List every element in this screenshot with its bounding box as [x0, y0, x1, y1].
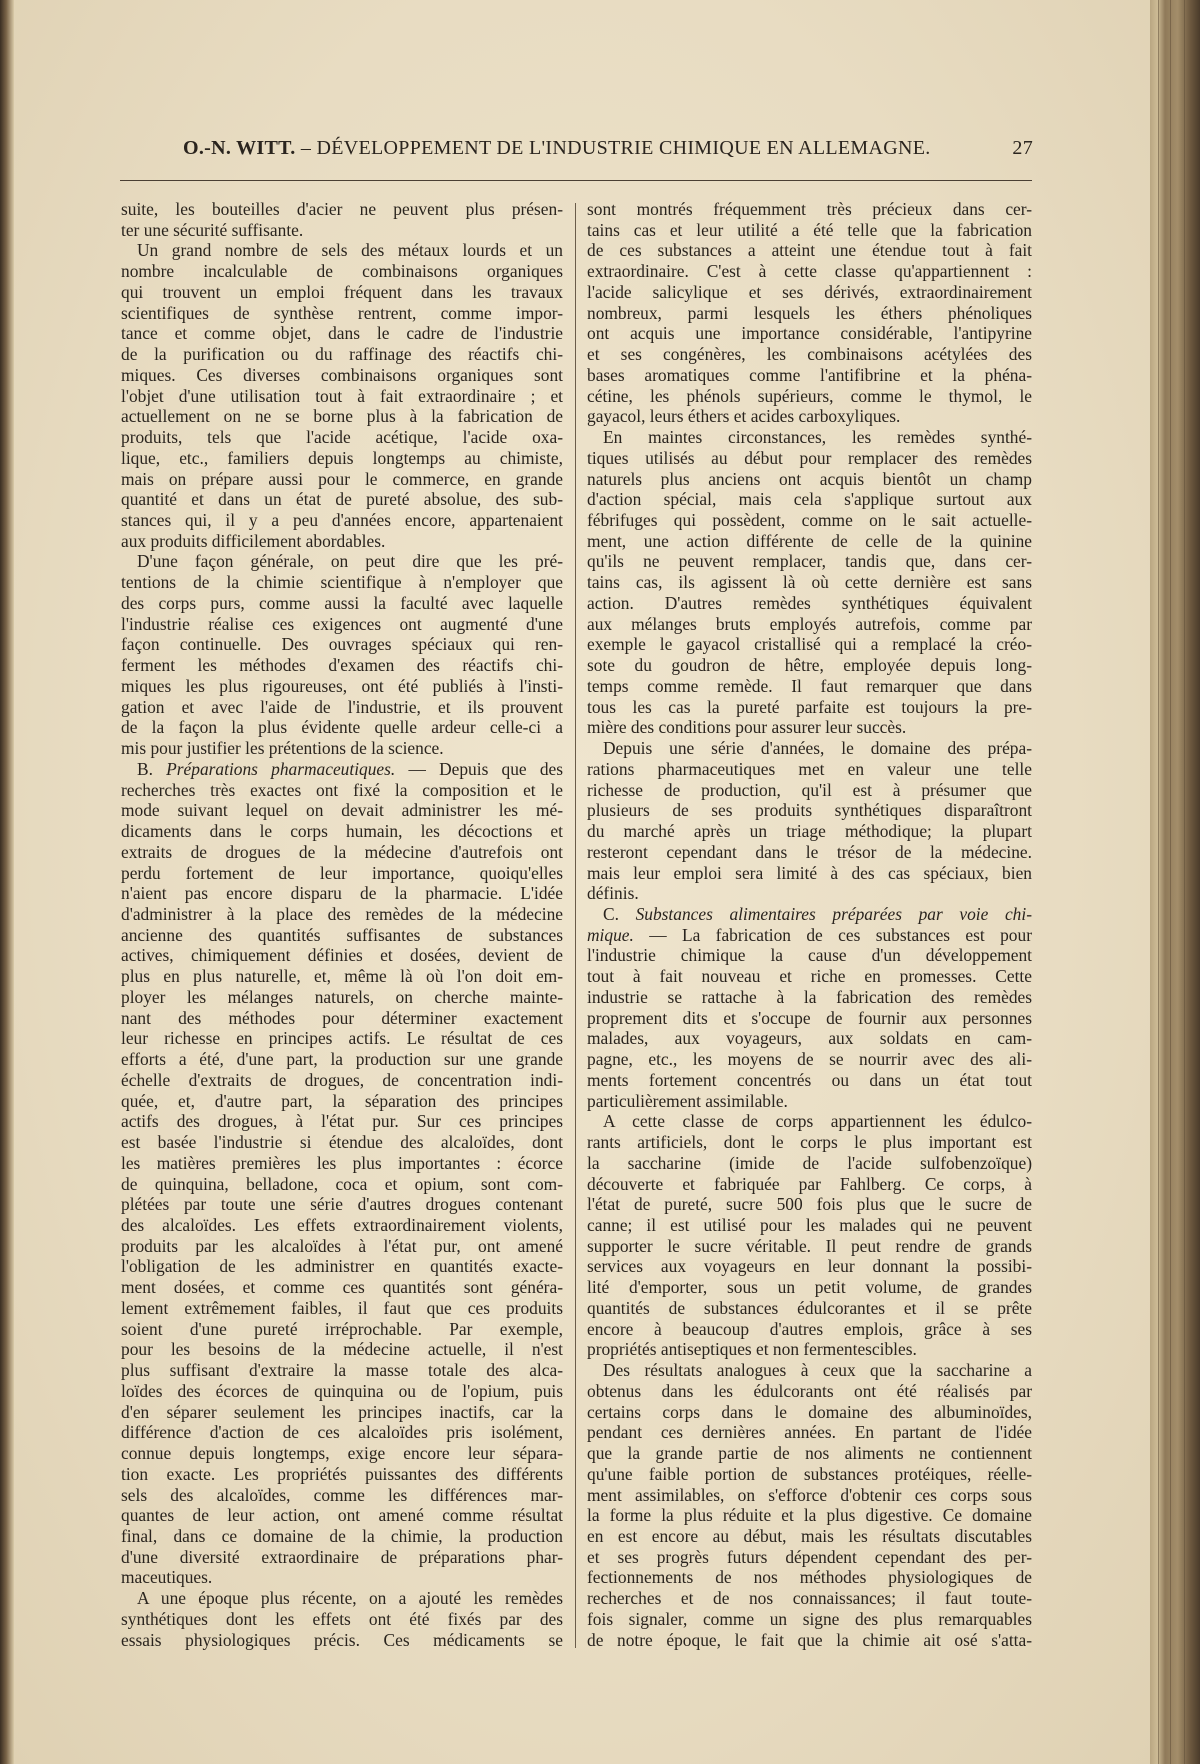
text-line: tiques utilisés au début pour remplacer des remèdes	[587, 447, 1032, 468]
text-line: façon continuelle. Des ouvrages spéciaux qui ren-	[121, 634, 563, 655]
text-line: des alcaloïdes. Les effets extraordinairement violents,	[121, 1214, 563, 1235]
text-line: soient d'une pureté irréprochable. Par exemple,	[121, 1318, 563, 1339]
text-line: miques les plus rigoureuses, ont été publiés à l'insti-	[121, 675, 563, 696]
text-line: action. D'autres remèdes synthétiques équivalent	[587, 592, 1032, 613]
text-line: plétées par toute une série d'autres drogues contenant	[121, 1194, 563, 1215]
text-line: dicaments dans le corps humain, les décoctions et	[121, 821, 563, 842]
page-stack-edge	[1150, 0, 1200, 1764]
text-line: nombre incalculable de combinaisons organiques	[121, 261, 563, 282]
text-line: gation et avec l'aide de l'industrie, et ils prouvent	[121, 696, 563, 717]
text-line: l'industrie réalise ces exigences ont augmenté d'une	[121, 613, 563, 634]
text-line: connue depuis longtemps, exige encore leur sépara-	[121, 1443, 563, 1464]
text-segment: — La fabrication de ces substances est pour	[633, 924, 1032, 945]
text-line: définis.	[587, 883, 639, 904]
text-line: tains cas, ils agissent là où cette dernière est sans	[587, 572, 1032, 593]
text-line: actuellement on ne se borne plus à la fabrication de	[121, 406, 563, 427]
text-line: plus suffisant d'extraire la masse totale des alca-	[121, 1360, 563, 1381]
text-line: naturels plus anciens ont acquis bientôt un champ	[587, 468, 1032, 489]
text-line: ancienne des quantités suffisantes de substances	[121, 924, 563, 945]
text-line: qu'une faible portion de substances protéiques, réelle-	[587, 1463, 1032, 1484]
text-line: loïdes des écorces de quinquina ou de l'opium, puis	[121, 1380, 563, 1401]
text-line: nombreux, parmi lesquels les éthers phénoliques	[587, 302, 1032, 323]
text-line: actives, chimiquement définies et dosées, devient de	[121, 945, 563, 966]
text-line: du marché après un triage méthodique; la plupart	[587, 821, 1032, 842]
text-line: produits, tels que l'acide acétique, l'acide oxa-	[121, 427, 563, 448]
text-line: ment dosées, et comme ces quantités sont généra-	[121, 1277, 563, 1298]
book-binding	[0, 0, 14, 1764]
text-line: exemple le gayacol cristallisé qui a remplacé la créo-	[587, 634, 1032, 655]
text-line: cétine, les phénols supérieurs, comme le thymol, le	[587, 385, 1032, 406]
text-line: n'aient pas encore disparu de la pharmacie. L'idée	[121, 883, 563, 904]
text-line: découverte et fabriquée par Fahlberg. Ce corps, à	[587, 1173, 1032, 1194]
text-line	[587, 925, 1032, 946]
page-edge-line	[1158, 0, 1159, 1764]
text-line: de ces substances a atteint une étendue tout à fait	[587, 240, 1032, 261]
text-line: recherches et de nos connaissances; il faut toute-	[587, 1588, 1032, 1609]
text-line: fois signaler, comme un signe des plus remarquables	[587, 1608, 1032, 1629]
text-line: recherches très exactes ont fixé la composition et le	[121, 779, 563, 800]
text-line: A cette classe de corps appartiennent les édulco-	[603, 1111, 1032, 1132]
text-line: aux produits difficilement abordables.	[121, 530, 386, 551]
text-line: proprement dits et s'occupe de fournir aux personnes	[587, 1007, 1032, 1028]
text-line: de la purification ou du raffinage des réactifs chi-	[121, 344, 563, 365]
text-line: services aux voyageurs en leur donnant la possibi-	[587, 1256, 1032, 1277]
text-line: plusieurs de ses produits synthétiques disparaîtront	[587, 800, 1032, 821]
header-rule	[120, 180, 1032, 181]
text-line: synthétiques dont les effets ont été fixés par des	[121, 1608, 563, 1629]
text-line: extraits de drogues de la médecine d'autrefois ont	[121, 841, 563, 862]
italic-heading: mique.	[587, 924, 634, 945]
text-line: extraordinaire. C'est à cette classe qu'appartiennent :	[587, 261, 1032, 282]
text-line: ment assimilables, on s'efforce d'obtenir ces corps sous	[587, 1484, 1032, 1505]
text-line: En maintes circonstances, les remèdes synthé-	[603, 427, 1032, 448]
text-line: ment, une action différente de celle de la quinine	[587, 530, 1032, 551]
text-line: ployer les mélanges naturels, on cherche mainte-	[121, 986, 563, 1007]
text-line: quée, et, d'autre part, la séparation des principes	[121, 1090, 563, 1111]
text-line: l'industrie chimique la cause d'un développement	[587, 945, 1032, 966]
text-line: les matières premières les plus importantes : écorce	[121, 1152, 563, 1173]
text-line: efforts a été, d'une part, la production sur une grande	[121, 1049, 563, 1070]
text-line: sont montrés fréquemment très précieux dans cer-	[587, 199, 1032, 219]
text-line: plus en plus naturelle, et, même là où l'on doit em-	[121, 966, 563, 987]
text-line: d'en séparer seulement les principes inactifs, car la	[121, 1401, 563, 1422]
running-header	[183, 137, 1033, 163]
page-number: 27	[1012, 137, 1033, 159]
italic-heading: Substances alimentaires préparées par voie chi-	[635, 903, 1032, 924]
text-line: obtenus dans les édulcorants ont été réalisés par	[587, 1380, 1032, 1401]
text-line: supporter le sucre véritable. Il peut rendre de grands	[587, 1235, 1032, 1256]
text-line: tous les cas la pureté parfaite est toujours la pre-	[587, 696, 1032, 717]
text-line: l'état de pureté, sucre 500 fois plus que le sucre de	[587, 1194, 1032, 1215]
text-line: l'acide salicylique et ses dérivés, extraordinairement	[587, 281, 1032, 302]
text-line: final, dans ce domaine de la chimie, la production	[121, 1526, 563, 1546]
text-line: essais physiologiques précis. Ces médicaments se	[121, 1629, 563, 1650]
text-line: propriétés antiseptiques et non fermentescibles.	[587, 1339, 917, 1360]
text-line: pour les besoins de la médecine actuelle, il n'est	[121, 1339, 563, 1360]
text-line: d'administrer à la place des remèdes de la médecine	[121, 903, 563, 924]
text-line: la saccharine (imide de l'acide sulfobenzoïque)	[587, 1152, 1032, 1173]
text-line: bases aromatiques comme l'antifibrine et la phéna-	[587, 364, 1032, 385]
header-title: – DÉVELOPPEMENT DE L'INDUSTRIE CHIMIQUE EN ALLEMAGNE.	[300, 137, 931, 159]
text-line: fectionnements de nos méthodes physiologiques de	[587, 1567, 1032, 1588]
text-line: temps comme remède. Il faut remarquer que dans	[587, 675, 1032, 696]
text-line: rants artificiels, dont le corps le plus important est	[587, 1132, 1032, 1153]
text-line	[121, 759, 563, 780]
text-line: A une époque plus récente, on a ajouté les remèdes	[137, 1588, 563, 1609]
text-line: stances qui, il y a peu d'années encore, appartenaient	[121, 510, 563, 531]
text-line: produits par les alcaloïdes à l'état pur, ont amené	[121, 1235, 563, 1256]
text-line: D'une façon générale, on peut dire que les pré-	[137, 551, 563, 572]
text-line: est basée l'industrie si étendue des alcaloïdes, dont	[121, 1132, 563, 1153]
text-line: d'action spécial, mais cela s'applique surtout aux	[587, 489, 1032, 510]
text-line: d'une diversité extraordinaire de préparations phar-	[121, 1546, 563, 1567]
text-line: particulièrement assimilable.	[587, 1090, 788, 1111]
text-line: nant des méthodes pour déterminer exactement	[121, 1007, 563, 1028]
text-line: pendant ces dernières années. En partant de l'idée	[587, 1422, 1032, 1443]
text-line: tains cas et leur utilité a été telle que la fabrication	[587, 219, 1032, 240]
text-line: de quinquina, belladone, coca et opium, sont com-	[121, 1173, 563, 1194]
text-line: gayacol, leurs éthers et acides carboxyliques.	[587, 406, 901, 427]
text-line: Des résultats analogues à ceux que la saccharine a	[603, 1360, 1032, 1381]
text-line: certains corps dans le domaine des albuminoïdes,	[587, 1401, 1032, 1422]
text-line: qui trouvent un emploi fréquent dans les travaux	[121, 281, 563, 302]
text-line: industrie se rattache à la fabrication des remèdes	[587, 986, 1032, 1007]
text-segment: — Depuis que des	[395, 758, 564, 779]
text-segment: B.	[137, 758, 167, 779]
text-line: canne; il est utilisé pour les malades qui ne peuvent	[587, 1214, 1032, 1235]
text-line: lique, etc., familiers depuis longtemps au chimiste,	[121, 447, 563, 468]
page-edge-line	[1184, 0, 1185, 1764]
text-line: encore à beaucoup d'autres emplois, grâce à ses	[587, 1318, 1032, 1339]
right-column	[587, 199, 1032, 1650]
text-segment: C.	[603, 903, 636, 924]
text-line: des corps purs, comme aussi la faculté avec laquelle	[121, 592, 563, 613]
text-line: tion exacte. Les propriétés puissantes des différents	[121, 1463, 563, 1484]
text-line: tance et comme objet, dans le cadre de l'industrie	[121, 323, 563, 344]
text-line: lité d'emporter, sous un petit volume, de grandes	[587, 1277, 1032, 1298]
text-line: mais on prépare aussi pour le commerce, en grande	[121, 468, 563, 489]
text-line: échelle d'extraits de drogues, de concentration indi-	[121, 1069, 563, 1090]
text-line: aux mélanges bruts employés autrefois, comme par	[587, 613, 1032, 634]
text-line: perdu fortement de leur importance, quoiqu'elles	[121, 862, 563, 883]
text-line: et ses congénères, les combinaisons acétylées des	[587, 344, 1032, 365]
text-line: sote du goudron de hêtre, employée depuis long-	[587, 655, 1032, 676]
text-line: tout à fait nouveau et riche en promesses. Cette	[587, 966, 1032, 987]
text-line: ments fortement concentrés ou dans un état tout	[587, 1069, 1032, 1090]
text-line: qu'ils ne peuvent remplacer, tandis que, dans cer-	[587, 551, 1032, 572]
text-line: suite, les bouteilles d'acier ne peuvent plus présen-	[121, 199, 563, 219]
text-line: mière des conditions pour assurer leur succès.	[587, 717, 907, 738]
text-line: la forme la plus réduite et la plus digestive. Ce domaine	[587, 1505, 1032, 1526]
page-edge-line	[1170, 0, 1171, 1764]
text-line	[587, 904, 1032, 925]
text-line: mis pour justifier les prétentions de la science.	[121, 738, 444, 759]
text-line: de notre époque, le fait que la chimie ait osé s'atta-	[587, 1629, 1032, 1650]
text-line: resteront cependant dans le trésor de la médecine.	[587, 841, 1032, 862]
text-line: maceutiques.	[121, 1567, 213, 1588]
text-line: de la façon la plus évidente quelle ardeur celle-ci a	[121, 717, 563, 738]
text-line: que la grande partie de nos aliments ne contiennent	[587, 1443, 1032, 1464]
text-line: quantités de substances édulcorantes et il se prête	[587, 1297, 1032, 1318]
text-line: quantité et dans un état de pureté absolue, des sub-	[121, 489, 563, 510]
text-line: ter une sécurité suffisante.	[121, 219, 304, 240]
text-line: ferment les méthodes d'examen des réactifs chi-	[121, 655, 563, 676]
text-line: l'obligation de les administrer en quantités exacte-	[121, 1256, 563, 1277]
text-line: sels des alcaloïdes, comme les différences mar-	[121, 1484, 563, 1505]
text-line: Depuis une série d'années, le domaine des prépa-	[603, 738, 1032, 759]
text-line: en est encore au début, mais les résultats discutables	[587, 1526, 1032, 1546]
text-line: Un grand nombre de sels des métaux lourds et un	[137, 240, 563, 261]
text-line: quantes de leur action, ont amené comme résultat	[121, 1505, 563, 1526]
text-line: tentions de la chimie scientifique à n'employer que	[121, 572, 563, 593]
italic-heading: Préparations pharmaceutiques.	[166, 758, 396, 779]
text-line: malades, aux voyageurs, aux soldats en cam-	[587, 1028, 1032, 1049]
text-line: mais leur emploi sera limité à des cas spéciaux, bien	[587, 862, 1032, 883]
header-author: O.-N. WITT.	[183, 137, 296, 159]
text-line: l'objet d'une utilisation tout à fait extraordinaire ; et	[121, 385, 563, 406]
column-divider	[575, 203, 576, 1648]
text-line: ont acquis une importance considérable, l'antipyrine	[587, 323, 1032, 344]
text-line: fébrifuges qui possèdent, comme on le sait actuelle-	[587, 510, 1032, 531]
text-line: scientifiques de synthèse rentrent, comme impor-	[121, 302, 563, 323]
text-line: mode suivant lequel on devait administrer les mé-	[121, 800, 563, 821]
text-line: pagne, etc., les moyens de se nourrir avec des ali-	[587, 1049, 1032, 1070]
text-line: rations pharmaceutiques met en valeur une telle	[587, 758, 1032, 779]
text-line: leur richesse en principes actifs. Le résultat de ces	[121, 1028, 563, 1049]
text-line: lement extrêmement faibles, il faut que ces produits	[121, 1297, 563, 1318]
text-line: actifs des drogues, à l'état pur. Sur ces principes	[121, 1111, 563, 1132]
text-line: richesse de production, qu'il est à présumer que	[587, 779, 1032, 800]
text-line: différence d'action de ces alcaloïdes pris isolément,	[121, 1422, 563, 1443]
text-line: et ses progrès futurs dépendent cependant des per-	[587, 1546, 1032, 1567]
text-line: miques. Ces diverses combinaisons organiques sont	[121, 364, 563, 385]
left-column	[121, 199, 563, 1650]
